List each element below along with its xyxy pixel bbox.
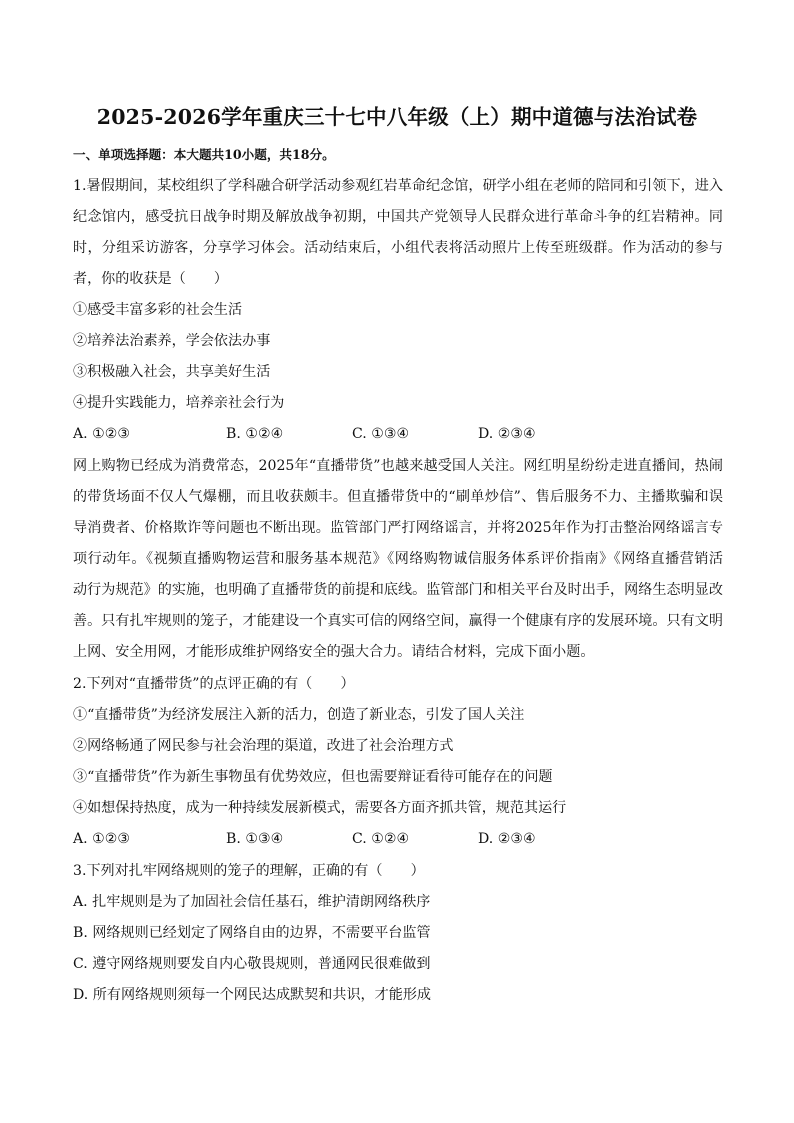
- q1-stem-line: 1.暑假期间，某校组织了学科融合研学活动参观红岩革命纪念馆，研学小组在老师的陪同和引领下，进入: [73, 178, 723, 194]
- q2-item: ③“直播带货”作为新生事物虽有优势效应，但也需要辩证看待可能存在的问题: [73, 769, 553, 785]
- material-line: 的带货场面不仅人气爆棚，而且收获颇丰。但直播带货中的“刷单炒信”、售后服务不力、主播欺骗和误: [73, 489, 723, 505]
- q2-choice-a[interactable]: A. ①②③: [73, 831, 131, 847]
- q2-choice-c[interactable]: C. ①②④: [352, 831, 410, 847]
- page-title: 2025-2026学年重庆三十七中八年级（上）期中道德与法治试卷: [96, 105, 698, 129]
- q1-choice-a[interactable]: A. ①②③: [73, 426, 131, 442]
- material-line: 动行为规范》的实施，也明确了直播带货的前提和底线。监管部门和相关平台及时出手，网络生态明显改: [73, 582, 723, 598]
- material-line: 项行动年。《视频直播购物运营和服务基本规范》《网络购物诚信服务体系评价指南》《网络直播营销活: [73, 551, 723, 567]
- q2-choice-b[interactable]: B. ①③④: [226, 831, 284, 847]
- q1-item: ①感受丰富多彩的社会生活: [73, 302, 243, 318]
- q2-choice-d[interactable]: D. ②③④: [478, 831, 536, 847]
- q3-option-b[interactable]: B. 网络规则已经划定了网络自由的边界，不需要平台监管: [73, 925, 431, 941]
- q1-stem-line: 时，分组采访游客，分享学习体会。活动结束后，小组代表将活动照片上传至班级群。作为活动的参与: [73, 240, 723, 256]
- q1-stem-line: 纪念馆内，感受抗日战争时期及解放战争初期，中国共产党领导人民群众进行革命斗争的红岩精神。同: [73, 209, 723, 225]
- q1-choice-b[interactable]: B. ①②④: [226, 426, 284, 442]
- q2-item: ②网络畅通了网民参与社会治理的渠道，改进了社会治理方式: [73, 738, 454, 754]
- q1-choice-d[interactable]: D. ②③④: [478, 426, 536, 442]
- material-line: 网上购物已经成为消费常态，2025年“直播带货”也越来越受国人关注。网红明星纷纷走进直播间，热闹: [73, 458, 723, 474]
- q1-item: ②培养法治素养，学会依法办事: [73, 333, 271, 349]
- q1-stem-line: 者，你的收获是（ ）: [73, 271, 229, 287]
- q1-item: ③积极融入社会，共享美好生活: [73, 364, 271, 380]
- q1-choice-c[interactable]: C. ①③④: [352, 426, 410, 442]
- q2-stem: 2.下列对“直播带货”的点评正确的有（ ）: [73, 676, 355, 692]
- q3-stem: 3.下列对扎牢网络规则的笼子的理解，正确的有（ ）: [73, 863, 425, 879]
- q1-item: ④提升实践能力，培养亲社会行为: [73, 395, 285, 411]
- q3-option-c[interactable]: C. 遵守网络规则要发自内心敬畏规则，普通网民很难做到: [73, 956, 431, 972]
- q3-option-a[interactable]: A. 扎牢规则是为了加固社会信任基石，维护清朗网络秩序: [73, 894, 431, 910]
- material-line: 导消费者、价格欺诈等问题也不断出现。监管部门严打网络谣言，并将2025年作为打击整治网络谣言专: [73, 520, 723, 536]
- material-line: 上网、安全用网，才能形成维护网络安全的强大合力。请结合材料，完成下面小题。: [73, 644, 595, 660]
- q2-item: ④如想保持热度，成为一种持续发展新模式，需要各方面齐抓共管，规范其运行: [73, 800, 567, 816]
- q3-option-d[interactable]: D. 所有网络规则须每一个网民达成默契和共识，才能形成: [73, 987, 432, 1003]
- q2-item: ①“直播带货”为经济发展注入新的活力，创造了新业态，引发了国人关注: [73, 707, 525, 723]
- section-header: 一、单项选择题：本大题共10小题，共18分。: [73, 147, 335, 162]
- material-line: 善。只有扎牢规则的笼子，才能建设一个真实可信的网络空间，赢得一个健康有序的发展环境。只有文明: [73, 613, 723, 629]
